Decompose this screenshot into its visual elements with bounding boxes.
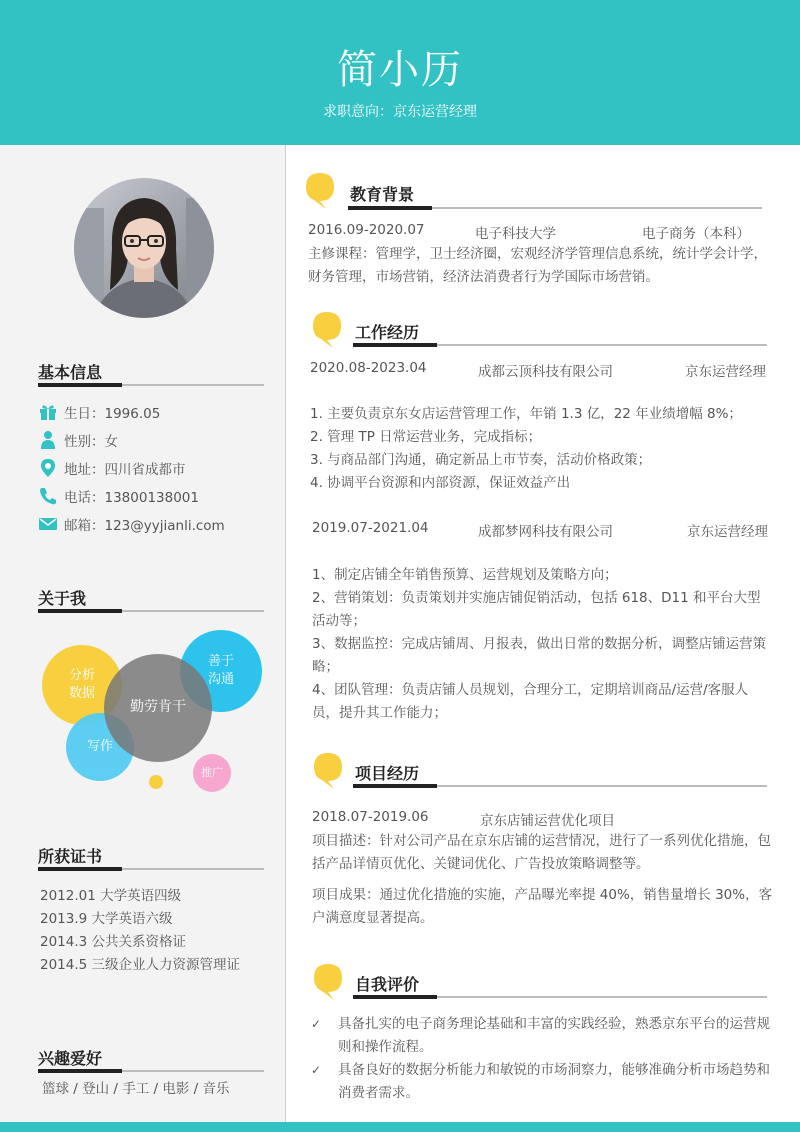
job-period: 2019.07-2021.04 [312,520,429,536]
speech-bubble-icon [313,752,343,790]
mail-icon [38,514,58,534]
resume-header [0,0,800,145]
info-birthday-text: 生日：1996.05 [64,406,161,422]
basic-info-title: 基本信息 [38,363,103,382]
self-item: 具备扎实的电子商务理论基础和丰富的实践经验，熟悉京东平台的运营规则和操作流程。 [338,1016,770,1055]
job-intent: 求职意向：京东运营经理 [323,104,477,120]
project-name: 京东店铺运营优化项目 [480,813,615,829]
info-birthday [38,402,160,422]
info-gender [38,430,118,450]
job-period: 2020.08-2023.04 [310,360,427,376]
education-school: 电子科技大学 [475,226,556,242]
work-title: 工作经历 [355,323,420,342]
certs-title: 所获证书 [38,847,103,866]
gift-icon [38,402,58,422]
bubble-analysis: 分析 数据 [42,645,122,725]
project-description: 项目描述：针对公司产品在京东店铺的运营情况，进行了一系列优化措施，包括产品详情页优化、关键词优化、广告投放策略调整等。 [312,833,771,872]
job-company: 成都梦网科技有限公司 [478,524,613,540]
bubble-dot [149,775,163,789]
info-address-text: 地址：四川省成都市 [64,462,186,478]
project-result: 项目成果：通过优化措施的实施，产品曝光率提 40%，销售量增长 30%，客户满意度显著提高。 [312,887,773,926]
project-period: 2018.07-2019.06 [312,809,429,825]
candidate-name: 简小历 [337,47,463,93]
info-address [38,458,186,478]
location-pin-icon [38,458,58,478]
job-duty: 3、数据监控：完成店铺周、月报表，做出日常的数据分析，调整店铺运营策略； [312,636,767,675]
job-duty: 1. 主要负责京东女店运营管理工作，年销 1.3 亿，22 年业绩增幅 8%； [310,406,742,422]
portrait-illustration [74,178,214,318]
self-title: 自我评价 [355,975,420,994]
job-company: 成都云顶科技有限公司 [478,364,613,380]
education-title: 教育背景 [350,185,415,204]
speech-bubble-icon [313,963,343,1001]
bubble-communication: 善于 沟通 [180,630,262,712]
about-title: 关于我 [38,589,87,608]
cert-item: 2013.9 大学英语六级 [40,911,173,927]
info-phone-text: 电话：13800138001 [64,490,199,506]
cert-item: 2014.5 三级企业人力资源管理证 [40,957,241,973]
basic-info-underline [38,384,264,386]
hobbies-underline [38,1070,264,1072]
job-duty: 1、制定店铺全年销售预算、运营规划及策略方向； [312,567,618,583]
check-icon: ✓ [311,1017,322,1031]
cert-item: 2014.3 公共关系资格证 [40,934,187,950]
education-courses: 主修课程：管理学，卫士经济圈，宏观经济学管理信息系统，统计学会计学，财务管理，市场营销，经济法消费者行为学国际市场营销。 [308,246,767,285]
column-divider [285,145,286,1122]
cert-item: 2012.01 大学英语四级 [40,888,182,904]
bubble-writing: 写作 [66,713,134,781]
job-duty: 2、营销策划：负责策划并实施店铺促销活动，包括 618、D11 和平台大型活动等； [312,590,761,629]
job-position: 京东运营经理 [685,364,766,380]
info-email [38,514,225,534]
phone-icon [38,486,58,506]
hobbies-list: 篮球 / 登山 / 手工 / 电影 / 音乐 [42,1081,230,1097]
project-underline [353,785,767,787]
bubble-promotion: 推广 [193,754,231,792]
person-icon [38,430,58,450]
self-underline [353,996,767,998]
bubble-diligent: 勤劳肯干 [104,654,212,762]
job-position: 京东运营经理 [687,524,768,540]
about-underline [38,610,264,612]
education-underline [348,207,762,209]
info-gender-text: 性别：女 [64,434,118,450]
job-duty: 2. 管理 TP 日常运营业务，完成指标； [310,429,542,445]
info-email-text: 邮箱：123@yyjianli.com [64,518,225,534]
education-major: 电子商务（本科） [642,226,750,242]
job-duty: 4、团队管理：负责店铺人员规划，合理分工，定期培训商品/运营/客服人员，提升其工作能力； [312,682,749,721]
resume-footer [0,1122,800,1132]
self-item: 具备良好的数据分析能力和敏锐的市场洞察力，能够准确分析市场趋势和消费者需求。 [338,1062,770,1101]
certs-underline [38,868,264,870]
project-title: 项目经历 [355,764,420,783]
info-phone [38,486,199,506]
job-duty: 3. 与商品部门沟通，确定新品上市节奏，活动价格政策； [310,452,652,468]
check-icon: ✓ [311,1063,322,1077]
hobbies-title: 兴趣爱好 [38,1049,103,1068]
speech-bubble-icon [305,172,335,210]
avatar [74,178,214,318]
education-period: 2016.09-2020.07 [308,222,425,238]
speech-bubble-icon [312,311,342,349]
job-duty: 4. 协调平台资源和内部资源，保证效益产出 [310,475,571,491]
work-underline [353,344,767,346]
